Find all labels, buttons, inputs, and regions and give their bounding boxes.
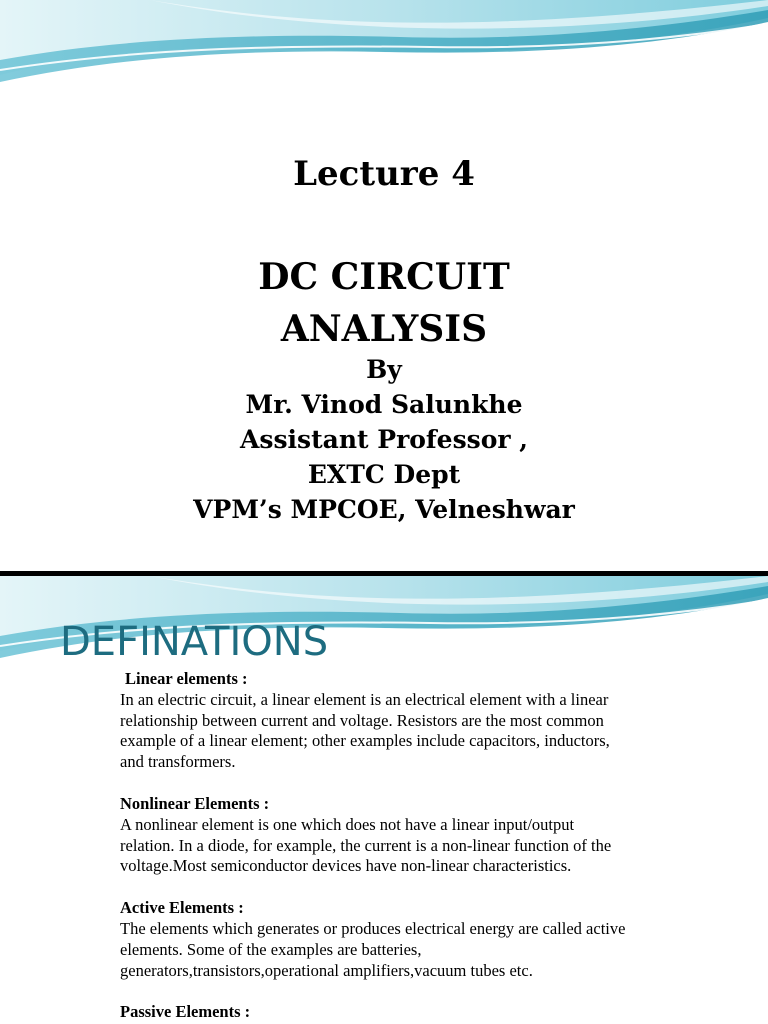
- author-line: VPM’s MPCOE, Velneshwar: [193, 495, 575, 524]
- definition-text-line: generators,transistors,operational amplifiers,vacuum tubes etc.: [120, 960, 533, 980]
- slide-title: [0, 251, 768, 355]
- definition-section: [120, 794, 760, 877]
- definition-text-line: example of a linear element; other examples include capacitors, inductors,: [120, 731, 610, 751]
- definition-term: Nonlinear Elements :: [120, 793, 270, 813]
- slide-title-line: ANALYSIS: [280, 308, 488, 350]
- definition-text-line: voltage.Most semiconductor devices have non-linear characteristics.: [120, 856, 572, 876]
- definition-term: Linear elements :: [125, 669, 248, 688]
- definition-term: Passive Elements :: [120, 1002, 251, 1022]
- author-line: EXTC Dept: [307, 460, 461, 489]
- definition-text-line: elements. Some of the examples are batteries,: [120, 939, 422, 959]
- definition-term: Active Elements :: [120, 898, 244, 918]
- author-block: [0, 352, 768, 527]
- definition-section: [120, 898, 760, 981]
- definition-section: [120, 1002, 760, 1023]
- definition-text-line: relation. In a diode, for example, the current is a non-linear function of the: [120, 835, 612, 855]
- lecture-number: Lecture 4: [293, 154, 475, 194]
- definition-text-line: The elements which generates or produces electrical energy are called active: [120, 918, 626, 938]
- definitions-content: [120, 669, 760, 1024]
- definition-text-line: A nonlinear element is one which does not have a linear input/output: [120, 814, 575, 834]
- slide-title-line: DC CIRCUIT: [258, 256, 510, 298]
- definition-text-line: and transformers.: [120, 752, 236, 772]
- definition-text-line: relationship between current and voltage. Resistors are the most common: [120, 710, 604, 730]
- author-line: Mr. Vinod Salunkhe: [245, 390, 523, 419]
- author-line: Assistant Professor ,: [239, 425, 528, 454]
- wave-banner-graphic: [0, 0, 768, 95]
- definition-section: [120, 669, 760, 773]
- definition-text-line: In an electric circuit, a linear element is an electrical element with a linear: [120, 689, 609, 709]
- definitions-heading: DEFINATIONS: [60, 619, 329, 665]
- author-line: By: [366, 355, 402, 384]
